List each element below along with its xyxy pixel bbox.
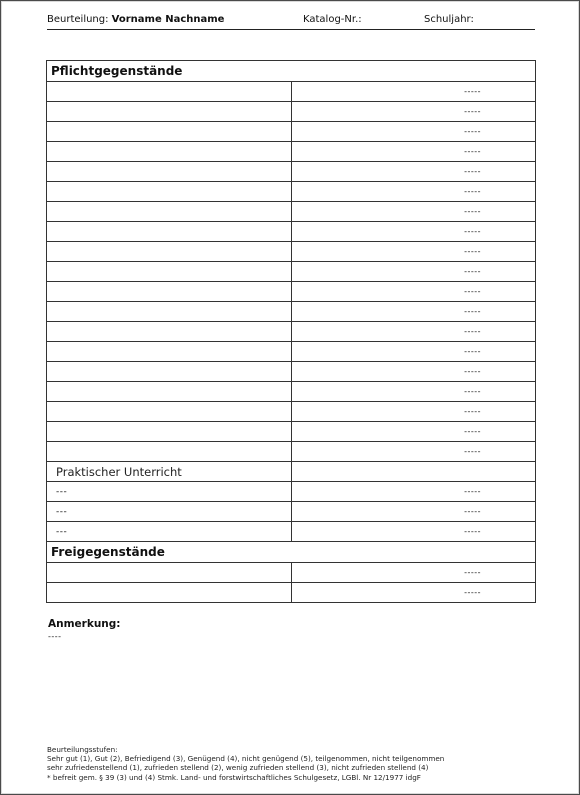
subject-cell bbox=[47, 202, 292, 222]
pflicht-row bbox=[47, 122, 536, 142]
frei-item-row bbox=[47, 563, 536, 583]
grade-cell: ----- bbox=[291, 202, 536, 222]
grade-cell: ----- bbox=[291, 122, 536, 142]
grade-cell: ----- bbox=[291, 402, 536, 422]
student-name: Vorname Nachname bbox=[111, 14, 225, 25]
header-divider bbox=[47, 29, 535, 30]
grade-cell: ----- bbox=[291, 142, 536, 162]
grade-cell: ----- bbox=[291, 583, 536, 603]
pflicht-row bbox=[47, 162, 536, 182]
grade-cell: ----- bbox=[291, 302, 536, 322]
grade-cell: ----- bbox=[291, 482, 536, 502]
empty-grade-cell bbox=[291, 462, 536, 482]
grade-cell: ----- bbox=[291, 102, 536, 122]
pflicht-row bbox=[47, 442, 536, 462]
pflicht-row bbox=[47, 422, 536, 442]
legend-line-1: Sehr gut (1), Gut (2), Befriedigend (3), Genügend (4), nicht genügend (5), teilgenommen, nicht teilgenommen bbox=[47, 754, 445, 764]
remarks-section bbox=[48, 618, 528, 641]
pflicht-row bbox=[47, 282, 536, 302]
schuljahr-label: Schuljahr: bbox=[424, 14, 474, 25]
grades-table bbox=[46, 60, 536, 603]
praktisch-item-row bbox=[47, 502, 536, 522]
pflicht-row bbox=[47, 402, 536, 422]
subject-cell bbox=[47, 122, 292, 142]
remarks-value: ---- bbox=[48, 632, 62, 641]
grade-cell: ----- bbox=[291, 182, 536, 202]
praktisch-item-row bbox=[47, 482, 536, 502]
pflicht-row bbox=[47, 302, 536, 322]
grades-table-body bbox=[47, 61, 536, 603]
pflicht-row bbox=[47, 142, 536, 162]
grade-cell: ----- bbox=[291, 382, 536, 402]
grade-cell: ----- bbox=[291, 563, 536, 583]
pflicht-row bbox=[47, 202, 536, 222]
frei-heading: Freigegenstände bbox=[47, 542, 536, 563]
grade-cell: ----- bbox=[291, 262, 536, 282]
subject-cell bbox=[47, 362, 292, 382]
frei-item-row bbox=[47, 583, 536, 603]
grade-cell: ----- bbox=[291, 502, 536, 522]
subject-cell bbox=[47, 382, 292, 402]
pflicht-row bbox=[47, 222, 536, 242]
document-header bbox=[47, 12, 535, 30]
subject-cell bbox=[47, 342, 292, 362]
praktisch-item-row bbox=[47, 522, 536, 542]
beurteilung-label: Beurteilung: bbox=[47, 14, 109, 25]
grade-cell: ----- bbox=[291, 82, 536, 102]
subject-cell: --- bbox=[47, 522, 292, 542]
grade-cell: ----- bbox=[291, 282, 536, 302]
pflicht-row bbox=[47, 262, 536, 282]
subject-cell bbox=[47, 102, 292, 122]
pflicht-row bbox=[47, 342, 536, 362]
grade-cell: ----- bbox=[291, 222, 536, 242]
grading-legend bbox=[47, 745, 547, 782]
praktisch-row bbox=[47, 462, 536, 482]
subject-cell: --- bbox=[47, 502, 292, 522]
praktisch-heading: Praktischer Unterricht bbox=[47, 462, 292, 482]
grade-cell: ----- bbox=[291, 322, 536, 342]
legend-line-2: sehr zufriedenstellend (1), zufrieden stellend (2), wenig zufrieden stellend (3), nicht zufrieden stellend (4) bbox=[47, 763, 429, 773]
subject-cell bbox=[47, 442, 292, 462]
legend-line-3: * befreit gem. § 39 (3) und (4) Stmk. Land- und forstwirtschaftliches Schulgesetz, LGBl. Nr 12/1977 idgF bbox=[47, 772, 421, 782]
subject-cell bbox=[47, 422, 292, 442]
pflicht-row bbox=[47, 382, 536, 402]
beurteilung-field bbox=[47, 14, 224, 25]
grade-cell: ----- bbox=[291, 362, 536, 382]
frei-row bbox=[47, 542, 536, 563]
pflicht-heading: Pflichtgegenstände bbox=[47, 61, 536, 82]
grade-cell: ----- bbox=[291, 422, 536, 442]
legend-title: Beurteilungsstufen: bbox=[47, 745, 118, 754]
pflicht-row bbox=[47, 242, 536, 262]
grade-cell: ----- bbox=[291, 342, 536, 362]
subject-cell bbox=[47, 82, 292, 102]
grade-cell: ----- bbox=[291, 442, 536, 462]
pflicht-row bbox=[47, 362, 536, 382]
subject-cell bbox=[47, 563, 292, 583]
subject-cell bbox=[47, 262, 292, 282]
subject-cell bbox=[47, 322, 292, 342]
subject-cell bbox=[47, 302, 292, 322]
pflicht-row bbox=[47, 322, 536, 342]
katalog-label: Katalog-Nr.: bbox=[303, 14, 362, 25]
subject-cell bbox=[47, 182, 292, 202]
subject-cell bbox=[47, 402, 292, 422]
pflicht-row bbox=[47, 82, 536, 102]
subject-cell: --- bbox=[47, 482, 292, 502]
subject-cell bbox=[47, 222, 292, 242]
remarks-heading: Anmerkung: bbox=[48, 618, 121, 630]
subject-cell bbox=[47, 242, 292, 262]
section-row-pflicht bbox=[47, 61, 536, 82]
subject-cell bbox=[47, 583, 292, 603]
grade-cell: ----- bbox=[291, 162, 536, 182]
pflicht-row bbox=[47, 182, 536, 202]
subject-cell bbox=[47, 282, 292, 302]
pflicht-row bbox=[47, 102, 536, 122]
subject-cell bbox=[47, 162, 292, 182]
subject-cell bbox=[47, 142, 292, 162]
grade-cell: ----- bbox=[291, 242, 536, 262]
grade-cell: ----- bbox=[291, 522, 536, 542]
